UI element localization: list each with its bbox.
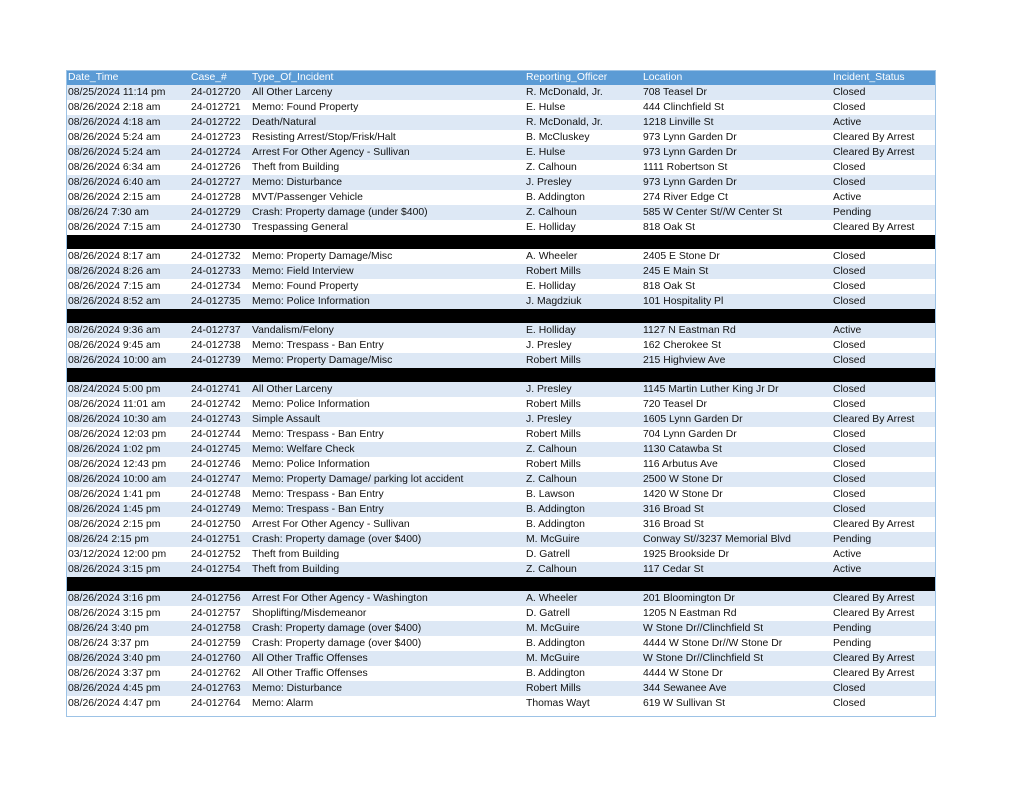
cell-case-number: 24-012750 [189,517,250,532]
cell-incident-status: Closed [831,397,936,412]
cell-type-of-incident: Memo: Trespass - Ban Entry [250,502,524,517]
cell-incident-status: Closed [831,175,936,190]
cell-reporting-officer: A. Wheeler [524,249,641,264]
cell-case-number: 24-012721 [189,100,250,115]
cell-incident-status: Closed [831,264,936,279]
table-row [66,696,936,711]
cell-date-time: 08/26/2024 11:01 am [66,397,189,412]
cell-incident-status: Pending [831,205,936,220]
cell-incident-status: Pending [831,636,936,651]
cell-date-time: 08/26/24 7:30 am [66,205,189,220]
cell-type-of-incident: Theft from Building [250,562,524,577]
cell-incident-status: Pending [831,532,936,547]
cell-location: 1218 Linville St [641,115,831,130]
cell-type-of-incident: MVT/Passenger Vehicle [250,190,524,205]
cell-case-number: 24-012742 [189,397,250,412]
cell-case-number: 24-012720 [189,85,250,100]
cell-case-number: 24-012756 [189,591,250,606]
cell-date-time: 08/24/2024 5:00 pm [66,382,189,397]
cell-date-time: 08/26/2024 6:40 am [66,175,189,190]
cell-location: 201 Bloomington Dr [641,591,831,606]
cell-date-time: 08/26/2024 1:02 pm [66,442,189,457]
cell-type-of-incident: Crash: Property damage (under $400) [250,205,524,220]
table-row [66,427,936,442]
table-row [66,145,936,160]
cell-reporting-officer: D. Gatrell [524,547,641,562]
cell-date-time: 08/26/2024 9:45 am [66,338,189,353]
header-row [66,70,936,85]
table-row [66,323,936,338]
table-row [66,130,936,145]
cell-case-number: 24-012732 [189,249,250,264]
cell-type-of-incident: Arrest For Other Agency - Sullivan [250,145,524,160]
cell-location: 245 E Main St [641,264,831,279]
cell-location: 2500 W Stone Dr [641,472,831,487]
cell-location: 117 Cedar St [641,562,831,577]
cell-location: 1111 Robertson St [641,160,831,175]
cell-location: 585 W Center St//W Center St [641,205,831,220]
cell-date-time: 08/26/2024 8:26 am [66,264,189,279]
cell-case-number: 24-012749 [189,502,250,517]
cell-case-number: 24-012746 [189,457,250,472]
cell-case-number: 24-012735 [189,294,250,309]
cell-case-number: 24-012743 [189,412,250,427]
cell-date-time: 08/25/2024 11:14 pm [66,85,189,100]
cell-date-time: 08/26/2024 7:15 am [66,279,189,294]
cell-date-time: 08/26/2024 8:17 am [66,249,189,264]
cell-incident-status: Closed [831,249,936,264]
cell-incident-status: Active [831,190,936,205]
cell-location: 162 Cherokee St [641,338,831,353]
cell-reporting-officer: E. Holliday [524,323,641,338]
cell-reporting-officer: B. Lawson [524,487,641,502]
cell-location: W Stone Dr//Clinchfield St [641,651,831,666]
table-row [66,264,936,279]
cell-type-of-incident: Memo: Trespass - Ban Entry [250,487,524,502]
cell-case-number: 24-012723 [189,130,250,145]
cell-location: 704 Lynn Garden Dr [641,427,831,442]
cell-date-time: 08/26/2024 2:15 am [66,190,189,205]
cell-reporting-officer: E. Hulse [524,100,641,115]
cell-date-time: 08/26/2024 9:36 am [66,323,189,338]
cell-date-time: 08/26/2024 1:41 pm [66,487,189,502]
cell-type-of-incident: Crash: Property damage (over $400) [250,636,524,651]
table-row [66,175,936,190]
cell-incident-status: Closed [831,681,936,696]
cell-incident-status: Pending [831,621,936,636]
cell-date-time: 08/26/24 2:15 pm [66,532,189,547]
cell-case-number: 24-012751 [189,532,250,547]
table-row [66,502,936,517]
table-row [66,442,936,457]
cell-case-number: 24-012752 [189,547,250,562]
cell-reporting-officer: B. McCluskey [524,130,641,145]
table-row [66,115,936,130]
cell-reporting-officer: Z. Calhoun [524,442,641,457]
cell-location: 818 Oak St [641,220,831,235]
table-row [66,606,936,621]
cell-case-number: 24-012745 [189,442,250,457]
cell-location: 4444 W Stone Dr//W Stone Dr [641,636,831,651]
cell-date-time: 08/26/24 3:40 pm [66,621,189,636]
cell-type-of-incident: Theft from Building [250,160,524,175]
cell-reporting-officer: Robert Mills [524,264,641,279]
cell-reporting-officer: R. McDonald, Jr. [524,85,641,100]
cell-case-number: 24-012760 [189,651,250,666]
cell-type-of-incident: Shoplifting/Misdemeanor [250,606,524,621]
cell-date-time: 08/26/2024 2:18 am [66,100,189,115]
cell-type-of-incident: All Other Larceny [250,382,524,397]
table-row [66,160,936,175]
cell-incident-status: Closed [831,696,936,711]
cell-case-number: 24-012733 [189,264,250,279]
cell-reporting-officer: B. Addington [524,190,641,205]
cell-date-time: 08/26/2024 3:16 pm [66,591,189,606]
cell-date-time: 08/26/2024 5:24 am [66,145,189,160]
cell-incident-status: Cleared By Arrest [831,591,936,606]
cell-reporting-officer: Robert Mills [524,353,641,368]
cell-type-of-incident: Memo: Field Interview [250,264,524,279]
cell-incident-status: Closed [831,85,936,100]
cell-date-time: 08/26/2024 10:00 am [66,472,189,487]
cell-type-of-incident: Memo: Police Information [250,397,524,412]
cell-location: 1145 Martin Luther King Jr Dr [641,382,831,397]
cell-case-number: 24-012738 [189,338,250,353]
redacted-row [66,309,936,323]
cell-location: 720 Teasel Dr [641,397,831,412]
table-row [66,85,936,100]
cell-date-time: 08/26/2024 8:52 am [66,294,189,309]
cell-type-of-incident: Memo: Disturbance [250,681,524,696]
cell-case-number: 24-012762 [189,666,250,681]
cell-reporting-officer: Robert Mills [524,397,641,412]
cell-type-of-incident: Death/Natural [250,115,524,130]
cell-incident-status: Closed [831,427,936,442]
table-row [66,338,936,353]
cell-reporting-officer: Robert Mills [524,427,641,442]
incident-log-sheet [66,70,936,711]
cell-incident-status: Cleared By Arrest [831,145,936,160]
cell-type-of-incident: Memo: Property Damage/ parking lot accident [250,472,524,487]
table-row [66,547,936,562]
table-row [66,666,936,681]
cell-type-of-incident: Crash: Property damage (over $400) [250,532,524,547]
cell-location: 708 Teasel Dr [641,85,831,100]
cell-date-time: 08/26/2024 4:47 pm [66,696,189,711]
cell-reporting-officer: Robert Mills [524,681,641,696]
cell-case-number: 24-012758 [189,621,250,636]
cell-reporting-officer: E. Holliday [524,220,641,235]
cell-reporting-officer: M. McGuire [524,532,641,547]
column-header-incident-status: Incident_Status [831,70,936,85]
cell-incident-status: Cleared By Arrest [831,651,936,666]
cell-reporting-officer: J. Presley [524,175,641,190]
cell-type-of-incident: Memo: Property Damage/Misc [250,353,524,368]
cell-incident-status: Active [831,547,936,562]
cell-reporting-officer: J. Magdziuk [524,294,641,309]
cell-reporting-officer: J. Presley [524,338,641,353]
cell-location: 818 Oak St [641,279,831,294]
cell-incident-status: Cleared By Arrest [831,130,936,145]
cell-reporting-officer: B. Addington [524,502,641,517]
cell-case-number: 24-012727 [189,175,250,190]
table-row [66,487,936,502]
cell-location: 4444 W Stone Dr [641,666,831,681]
cell-incident-status: Closed [831,472,936,487]
cell-type-of-incident: Memo: Disturbance [250,175,524,190]
cell-case-number: 24-012739 [189,353,250,368]
cell-type-of-incident: Vandalism/Felony [250,323,524,338]
cell-incident-status: Active [831,115,936,130]
cell-location: 101 Hospitality Pl [641,294,831,309]
cell-reporting-officer: Z. Calhoun [524,472,641,487]
cell-reporting-officer: Thomas Wayt [524,696,641,711]
table-row [66,636,936,651]
cell-case-number: 24-012744 [189,427,250,442]
table-row [66,382,936,397]
cell-incident-status: Cleared By Arrest [831,606,936,621]
table-row [66,294,936,309]
cell-reporting-officer: J. Presley [524,382,641,397]
cell-type-of-incident: All Other Traffic Offenses [250,651,524,666]
cell-type-of-incident: Memo: Property Damage/Misc [250,249,524,264]
cell-type-of-incident: Arrest For Other Agency - Washington [250,591,524,606]
cell-date-time: 08/26/2024 1:45 pm [66,502,189,517]
table-row [66,472,936,487]
cell-location: 215 Highview Ave [641,353,831,368]
table-row [66,397,936,412]
cell-case-number: 24-012722 [189,115,250,130]
cell-case-number: 24-012747 [189,472,250,487]
cell-incident-status: Cleared By Arrest [831,666,936,681]
cell-case-number: 24-012764 [189,696,250,711]
cell-reporting-officer: M. McGuire [524,651,641,666]
cell-date-time: 08/26/2024 3:15 pm [66,562,189,577]
cell-case-number: 24-012726 [189,160,250,175]
column-header-reporting-officer: Reporting_Officer [524,70,641,85]
cell-type-of-incident: Trespassing General [250,220,524,235]
cell-case-number: 24-012728 [189,190,250,205]
cell-date-time: 08/26/2024 3:37 pm [66,666,189,681]
table-row [66,562,936,577]
redacted-row [66,235,936,249]
cell-date-time: 08/26/2024 3:40 pm [66,651,189,666]
cell-reporting-officer: B. Addington [524,517,641,532]
table-row [66,205,936,220]
cell-date-time: 08/26/2024 7:15 am [66,220,189,235]
cell-location: 1925 Brookside Dr [641,547,831,562]
cell-reporting-officer: D. Gatrell [524,606,641,621]
cell-case-number: 24-012737 [189,323,250,338]
cell-date-time: 08/26/2024 4:18 am [66,115,189,130]
cell-reporting-officer: Z. Calhoun [524,160,641,175]
cell-incident-status: Closed [831,442,936,457]
cell-reporting-officer: R. McDonald, Jr. [524,115,641,130]
redaction-bar [66,235,936,249]
cell-type-of-incident: All Other Traffic Offenses [250,666,524,681]
cell-case-number: 24-012754 [189,562,250,577]
cell-incident-status: Closed [831,100,936,115]
column-header-location: Location [641,70,831,85]
cell-incident-status: Closed [831,160,936,175]
table-body [66,85,936,711]
cell-reporting-officer: B. Addington [524,636,641,651]
cell-type-of-incident: Memo: Alarm [250,696,524,711]
cell-case-number: 24-012724 [189,145,250,160]
incident-table [66,70,936,711]
cell-date-time: 08/26/2024 6:34 am [66,160,189,175]
cell-case-number: 24-012741 [189,382,250,397]
cell-case-number: 24-012763 [189,681,250,696]
cell-date-time: 03/12/2024 12:00 pm [66,547,189,562]
column-header-date-time: Date_Time [66,70,189,85]
column-header-type-of-incident: Type_Of_Incident [250,70,524,85]
cell-date-time: 08/26/2024 12:43 pm [66,457,189,472]
cell-case-number: 24-012729 [189,205,250,220]
cell-type-of-incident: Memo: Welfare Check [250,442,524,457]
cell-incident-status: Cleared By Arrest [831,517,936,532]
cell-reporting-officer: E. Holliday [524,279,641,294]
cell-reporting-officer: J. Presley [524,412,641,427]
column-header-case-number: Case_# [189,70,250,85]
cell-date-time: 08/26/2024 10:00 am [66,353,189,368]
cell-incident-status: Closed [831,279,936,294]
cell-reporting-officer: Robert Mills [524,457,641,472]
cell-type-of-incident: Theft from Building [250,547,524,562]
cell-location: 344 Sewanee Ave [641,681,831,696]
table-row [66,279,936,294]
cell-location: 1605 Lynn Garden Dr [641,412,831,427]
cell-reporting-officer: B. Addington [524,666,641,681]
cell-location: 973 Lynn Garden Dr [641,130,831,145]
cell-incident-status: Closed [831,487,936,502]
table-row [66,249,936,264]
cell-reporting-officer: E. Hulse [524,145,641,160]
cell-date-time: 08/26/2024 3:15 pm [66,606,189,621]
cell-incident-status: Active [831,323,936,338]
cell-date-time: 08/26/2024 2:15 pm [66,517,189,532]
table-header [66,70,936,85]
cell-case-number: 24-012734 [189,279,250,294]
cell-location: 973 Lynn Garden Dr [641,175,831,190]
cell-type-of-incident: Memo: Trespass - Ban Entry [250,338,524,353]
cell-case-number: 24-012759 [189,636,250,651]
cell-incident-status: Closed [831,294,936,309]
table-row [66,621,936,636]
cell-reporting-officer: Z. Calhoun [524,562,641,577]
table-row [66,681,936,696]
cell-location: 2405 E Stone Dr [641,249,831,264]
cell-incident-status: Cleared By Arrest [831,412,936,427]
cell-type-of-incident: Resisting Arrest/Stop/Frisk/Halt [250,130,524,145]
redaction-bar [66,368,936,382]
cell-date-time: 08/26/2024 4:45 pm [66,681,189,696]
redaction-bar [66,309,936,323]
cell-type-of-incident: Arrest For Other Agency - Sullivan [250,517,524,532]
cell-incident-status: Cleared By Arrest [831,220,936,235]
cell-incident-status: Closed [831,382,936,397]
cell-location: 1130 Catawba St [641,442,831,457]
cell-case-number: 24-012730 [189,220,250,235]
cell-location: W Stone Dr//Clinchfield St [641,621,831,636]
cell-location: Conway St//3237 Memorial Blvd [641,532,831,547]
cell-reporting-officer: Z. Calhoun [524,205,641,220]
cell-case-number: 24-012748 [189,487,250,502]
cell-incident-status: Closed [831,338,936,353]
table-row [66,532,936,547]
table-row [66,353,936,368]
cell-reporting-officer: A. Wheeler [524,591,641,606]
table-row [66,457,936,472]
cell-location: 444 Clinchfield St [641,100,831,115]
table-row [66,412,936,427]
table-row [66,651,936,666]
cell-case-number: 24-012757 [189,606,250,621]
cell-type-of-incident: Memo: Found Property [250,100,524,115]
table-row [66,517,936,532]
cell-incident-status: Active [831,562,936,577]
cell-type-of-incident: Memo: Police Information [250,294,524,309]
cell-location: 274 River Edge Ct [641,190,831,205]
redaction-bar [66,577,936,591]
cell-type-of-incident: Memo: Police Information [250,457,524,472]
cell-type-of-incident: Simple Assault [250,412,524,427]
table-row [66,591,936,606]
cell-type-of-incident: All Other Larceny [250,85,524,100]
redacted-row [66,577,936,591]
cell-date-time: 08/26/2024 12:03 pm [66,427,189,442]
cell-location: 1420 W Stone Dr [641,487,831,502]
cell-reporting-officer: M. McGuire [524,621,641,636]
cell-incident-status: Closed [831,502,936,517]
cell-type-of-incident: Memo: Found Property [250,279,524,294]
cell-location: 619 W Sullivan St [641,696,831,711]
cell-location: 316 Broad St [641,502,831,517]
table-row [66,220,936,235]
cell-incident-status: Closed [831,457,936,472]
table-row [66,190,936,205]
redacted-row [66,368,936,382]
cell-location: 973 Lynn Garden Dr [641,145,831,160]
cell-date-time: 08/26/2024 5:24 am [66,130,189,145]
cell-location: 116 Arbutus Ave [641,457,831,472]
cell-location: 1127 N Eastman Rd [641,323,831,338]
cell-type-of-incident: Memo: Trespass - Ban Entry [250,427,524,442]
table-row [66,100,936,115]
cell-incident-status: Closed [831,353,936,368]
cell-location: 316 Broad St [641,517,831,532]
cell-date-time: 08/26/24 3:37 pm [66,636,189,651]
cell-location: 1205 N Eastman Rd [641,606,831,621]
cell-date-time: 08/26/2024 10:30 am [66,412,189,427]
cell-type-of-incident: Crash: Property damage (over $400) [250,621,524,636]
